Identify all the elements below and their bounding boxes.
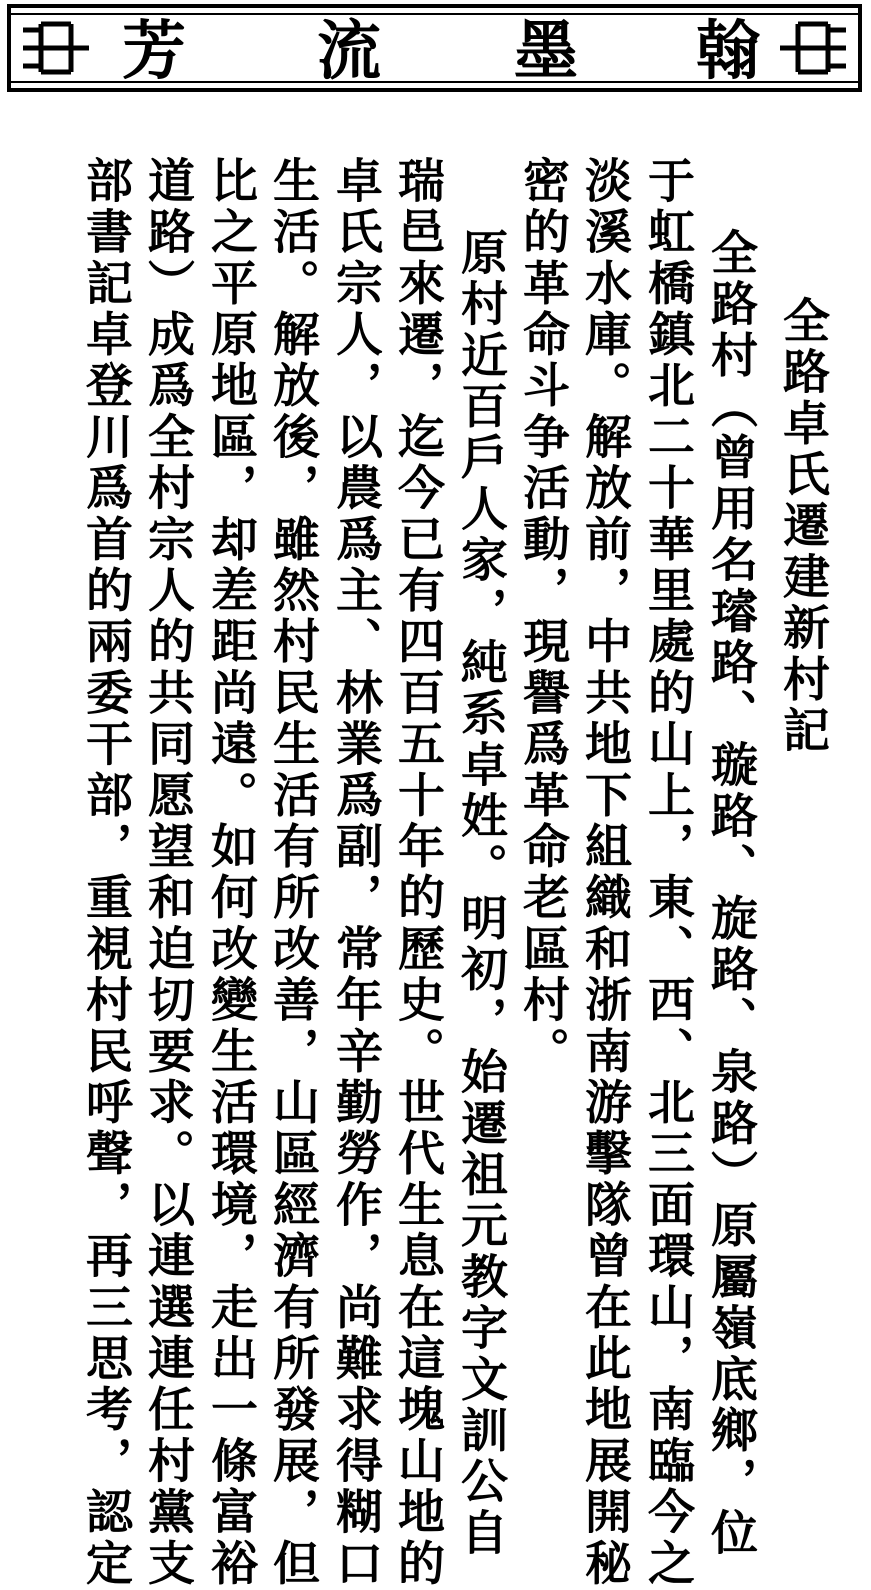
header-title-char-1: 芳 — [122, 14, 186, 89]
header-banner — [7, 4, 862, 92]
text-column-2: 于虹橋鎮北二十華里處的山上，東、西、北三面環山，南臨今之 — [640, 156, 695, 1590]
text-column-6: 瑞邑來遷，迄今已有四百五十年的歷史。世代生息在這塊山地的 — [390, 156, 445, 1590]
article-title: 全路卓氏遷建新村記 — [775, 296, 830, 757]
text-column-9: 比之平原地區，却差距尚遠。如何改變生活環境，走出一條富裕 — [203, 156, 258, 1590]
text-column-8: 生活。解放後，雖然村民生活有所改善，山區經濟有所發展，但 — [265, 156, 320, 1590]
header-title-char-4: 翰 — [696, 14, 760, 89]
fret-ornament-left-icon — [19, 18, 93, 78]
header-title-char-3: 墨 — [514, 14, 578, 89]
text-column-5: 原村近百戶人家，純系卓姓。明初，始遷祖元教字文訓公自 — [453, 228, 508, 1560]
header-title-char-2: 流 — [317, 14, 381, 89]
fret-ornament-right-icon — [776, 18, 850, 78]
text-column-11: 部書記卓登川爲首的兩委干部，重視村民呼聲，再三思考，認定 — [78, 156, 133, 1590]
text-column-3: 淡溪水庫。解放前，中共地下組織和浙南游擊隊曾在此地展開秘 — [577, 156, 632, 1590]
text-column-4: 密的革命斗争活動，現譽爲革命老區村。 — [515, 156, 570, 1078]
text-column-1: 全路村（曾用名璿路、璇路、旋路、泉路）原屬嶺底鄉，位 — [703, 228, 758, 1560]
text-column-10: 道路）成爲全村宗人的共同愿望和迫切要求。以連選連任村黨支 — [140, 156, 195, 1590]
text-column-7: 卓氏宗人，以農爲主、林業爲副，常年辛勤勞作，尚難求得糊口 — [328, 156, 383, 1590]
article-body — [62, 156, 830, 1590]
